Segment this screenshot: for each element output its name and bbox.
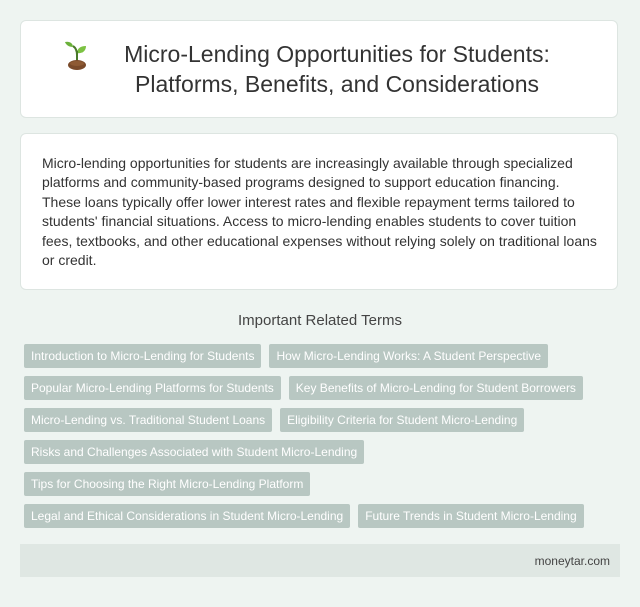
related-term-tag[interactable]: Legal and Ethical Considerations in Student Micro-Lending (24, 504, 350, 528)
tag-row (24, 376, 624, 400)
related-term-tag[interactable]: Key Benefits of Micro-Lending for Student Borrowers (289, 376, 583, 400)
related-terms-list (24, 344, 624, 536)
tag-row (24, 344, 624, 368)
tag-row (24, 440, 624, 464)
tag-row (24, 408, 624, 432)
related-term-tag[interactable]: Popular Micro-Lending Platforms for Students (24, 376, 281, 400)
page-title: Micro-Lending Opportunities for Students: Platforms, Benefits, and Considerations (124, 41, 550, 97)
related-term-tag[interactable]: Future Trends in Student Micro-Lending (358, 504, 583, 528)
title-card (20, 20, 618, 118)
related-term-tag[interactable]: Micro-Lending vs. Traditional Student Loans (24, 408, 272, 432)
sprout-icon (64, 41, 90, 71)
related-terms-heading: Important Related Terms (238, 312, 402, 329)
related-term-tag[interactable]: How Micro-Lending Works: A Student Perspective (269, 344, 548, 368)
title-wrapper (64, 39, 574, 99)
related-term-tag[interactable]: Eligibility Criteria for Student Micro-Lending (280, 408, 524, 432)
related-term-tag[interactable]: Risks and Challenges Associated with Student Micro-Lending (24, 440, 364, 464)
footer-site-link[interactable]: moneytar.com (534, 553, 610, 568)
summary-text: Micro-lending opportunities for students are increasingly available through specialized platforms and community-based programs designed to support education financing. These loans typically offer lower interest rates and flexible repayment terms tailored to students' financial situations. Access to micro-lending enables students to cover tuition fees, textbooks, and other educational expenses without relying solely on traditional loans or credit. (42, 155, 597, 269)
summary-card (20, 133, 618, 290)
footer (20, 544, 620, 577)
tag-row (24, 472, 624, 496)
related-term-tag[interactable]: Introduction to Micro-Lending for Students (24, 344, 261, 368)
tag-row (24, 504, 624, 528)
related-term-tag[interactable]: Tips for Choosing the Right Micro-Lending Platform (24, 472, 310, 496)
